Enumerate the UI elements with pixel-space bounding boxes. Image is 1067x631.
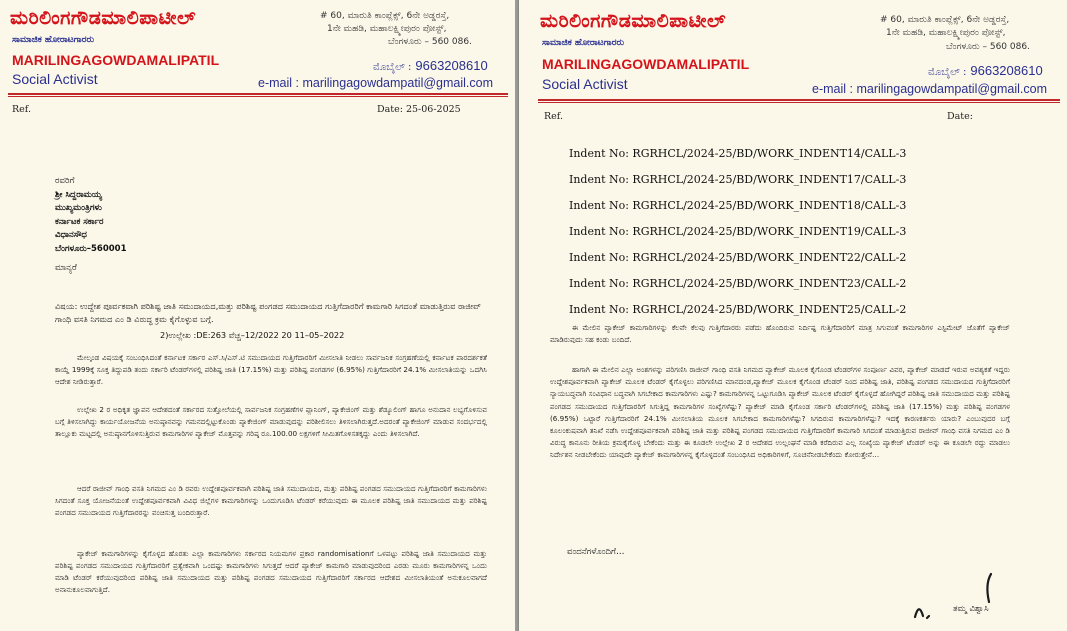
addressee-line: ರವರಿಗೆ xyxy=(55,176,75,186)
addressee-block xyxy=(55,175,126,256)
indent-list xyxy=(569,141,906,323)
body-paragraph: ಹಾಗಾಗಿ ಈ ಮೇಲಿನ ಎಲ್ಲಾ ಅಂಶಗಳನ್ನು ಪರಿಗಣಿಸಿ ರಾಜೀವ್ ಗಾಂಧಿ ವಸತಿ ನಿಗಮದ ಪ್ಯಾಕೇಜ್ ಮೂಲಕ ಕೈಗೊಂಡ ಟೆಂಡರ್‌ಗಳ ಸಂಪೂರ್ಣ ವಿವರ, ಪ್ಯಾಕೇಜ್ ಮಾಡದೆ ಇರುವ ಅವಶ್ಯಕತೆ ಇದ್ದರು ಉದ್ದೇಶಪೂರ್ವಕವಾಗಿ ಪ್ಯಾಕೇಜ್ ಮೂಲಕ ಟೆಂಡರ್ ಕೈಗೊಳ್ಳಲು ಪರಿಗಣಿಸಿದ ಮಾನದಂಡ,ಪ್ಯಾಕೇಜ್ ಮೂಲಕ ಕೈಗೊಂಡ ಟೆಂಡರ್ ನಿಂದ ಪರಿಶಿಷ್ಟ ಜಾತಿ, ಪರಿಶಿಷ್ಟ ಪಂಗಡದ ಸಮುದಾಯದ ಗುತ್ತಿಗೆದಾರರಿಗೆ ನ್ಯಾಯಬದ್ಧವಾಗಿ ಸಂವಿಧಾನ ಬದ್ಧವಾಗಿ ಸಿಗಬೇಕಾದ ಕಾಮಗಾರಿಗಳು ಎಷ್ಟು? ಕಾಮಗಾರಿಗಳನ್ನ ಒಟ್ಟುಗೂಡಿಸಿ ಪ್ಯಾಕೇಜ್ ಮೂಲಕ ಟೆಂಡರ್ ಕೈಗೊಳ್ಳದೆ ಹೋಗಿದ್ದರೆ ಪರಿಶಿಷ್ಟ ಜಾತಿ ಸಮುದಾಯದ ಮತ್ತು ಪರಿಶಿಷ್ಟ ಪಂಗಡದ ಸಮುದಾಯದ ಗುತ್ತಿಗೆದಾರರಿಗೆ ಸಿಗುತ್ತಿದ್ದ ಕಾಮಗಾರಿಗಳ ಸಂಖ್ಯೆಗಳೆಷ್ಟು? ಪ್ಯಾಕೇಜ್ ಮಾಡಿ ಕೈಗೊಂಡ ಸರ್ಕಾರಿ ಟೆಂಡರ್‌ಗಳಲ್ಲಿ ಪರಿಶಿಷ್ಟ ಜಾತಿ (17.15%) ಮತ್ತು ಪರಿಶಿಷ್ಟ ಪಂಗಡಗಳ (6.95%) ಒಟ್ಟಾರೆ ಗುತ್ತಿಗೆದಾರರಿಗೆ 24.1% ಮೀಸಲಾತಿಯ ಮೂಲಕ ಸಿಗಬೇಕಾದ ಕಾಮಗಾರಿಗಳೆಷ್ಟು? ಸಿಗದಿರುವ ಕಾಮಗಾರಿಗಳೆಷ್ಟು? ಇದಕ್ಕೆ ಕಾರಣಕರ್ತರು ಯಾರು? ಎಂಬುವುದರ ಬಗ್ಗೆ ಕೂಲಂಕುಷವಾಗಿ ತನಿಖೆ ನಡೆಸಿ ಉದ್ದೇಶಪೂರ್ವಕವಾಗಿ ಪರಿಶಿಷ್ಟ ಜಾತಿ ಮತ್ತು ಪರಿಶಿಷ್ಟ ಪಂಗಡದ ಸಮುದಾಯದ ಗುತ್ತಿಗೆದಾರರಿಗೆ ಕಾಮಗಾರಿ ಸಿಗದಂತೆ ಮಾಡುತ್ತಿರುವ ರಾಜೀವ್ ಗಾಂಧಿ ವಸತಿ ನಿಗಮದ ಎಂ ಡಿ ವಿರುದ್ಧ ಕಾನೂನು ರೀತಿಯ ಕ್ರಮಕೈಗೊಳ್ಳ ಬೇಕೆಂದು ಮತ್ತು ಈ ಕೂಡಲೇ ಉಲ್ಲೇಖ 2 ರ ಆದೇಶದ ಉಲ್ಲಂಘನೆ ಮಾಡಿ ಕರೆದಿರುವ ಎಲ್ಲ ಸಂಖ್ಯೆಯ ಪ್ಯಾಕೇಜ್ ಟೆಂಡರ್ ಅನ್ನು ಈ ಕೂಡಲೇ ರದ್ದು ಮಾಡಲು ನಿರ್ದೇಶನ ನೀಡಬೇಕೆಂದು ಯಾವುದೇ ಪ್ಯಾಕೇಜ್ ಕಾಮಗಾರಿಗಳನ್ನ ಕೈಗೊಳ್ಳದಂತೆ ಸಂಬಂಧಿಸಿದ ಅಧಿಕಾರಿಗಳಿಗೆ, ಸೂಚನೆನೀಡಬೇಕೆಂದು ಕೋರುತ್ತೇನೆ… xyxy=(550,365,1010,460)
closing-line: ವಂದನೆಗಳೊಂದಿಗೆ… xyxy=(567,547,625,557)
letterhead-mobile xyxy=(928,63,1043,78)
yours-faithfully: ತಮ್ಮ ವಿಶ್ವಾಸಿ xyxy=(953,604,989,614)
letterhead-address-line3: ಬೆಂಗಳೂರು – 560 086. xyxy=(388,37,472,47)
addressee-line: ಮುಖ್ಯಮಂತ್ರಿಗಳು xyxy=(55,203,102,213)
letterhead-name-english: MARILINGAGOWDAMALIPATIL xyxy=(542,56,750,72)
salutation: ಮಾನ್ಯರೆ xyxy=(55,263,77,273)
letterhead-address-line3: ಬೆಂಗಳೂರು – 560 086. xyxy=(946,42,1030,52)
indent-item: Indent No: RGRHCL/2024-25/BD/WORK_INDENT22/CALL-2 xyxy=(569,251,907,264)
letterhead-role: Social Activist xyxy=(542,76,628,92)
reference-line: 2)ಉಲ್ಲೇಖ :DE:263 ವೆಚ್ಚ–12/2022 20 11–05–2022 xyxy=(160,330,345,340)
indent-item: Indent No: RGRHCL/2024-25/BD/WORK_INDENT19/CALL-3 xyxy=(569,225,907,238)
date-label: Date: 25-06-2025 xyxy=(377,104,461,115)
ref-label: Ref. xyxy=(12,104,31,115)
addressee-line: ಕರ್ನಾಟಕ ಸರ್ಕಾರ xyxy=(55,216,104,227)
letterhead-name-kannada: ಮರಿಲಿಂಗಗೌಡಮಾಲಿಪಾಟೀಲ್ xyxy=(540,10,726,32)
letterhead-role: Social Activist xyxy=(12,71,98,87)
letterhead-name-kannada: ಮರಿಲಿಂಗಗೌಡಮಾಲಿಪಾಟೀಲ್ xyxy=(10,7,196,29)
letterhead-rule xyxy=(8,93,508,95)
mobile-number: 9663208610 xyxy=(415,58,488,73)
letterhead-address-line1: # 60, ಮಾರುತಿ ಕಾಂಪ್ಲೆಕ್ಸ್, 6ನೇ ಅಡ್ಡರಸ್ತೆ, xyxy=(320,11,450,21)
subject-line: ವಿಷಯ: ಉದ್ದೇಶ ಪೂರ್ವಕವಾಗಿ ಪರಿಶಿಷ್ಟ ಜಾತಿ ಸಮುದಾಯದ,ಮತ್ತು ಪರಿಶಿಷ್ಟ ಪಂಗಡದ ಸಮುದಾಯದ ಗುತ್ತಿಗೆದಾರರಿಗೆ ಕಾಮಗಾರಿ ಸಿಗದಂತೆ ಮಾಡುತ್ತಿರುವ ರಾಜೀವ್ ಗಾಂಧಿ ವಸತಿ ನಿಗಮದ ಎಂ ಡಿ ವಿರುದ್ಧ ಕ್ರಮ ಕೈಗೊಳ್ಳುವ ಬಗ್ಗೆ. xyxy=(55,301,482,324)
letterhead-rule-thin xyxy=(538,102,1060,103)
indent-item: Indent No: RGRHCL/2024-25/BD/WORK_INDENT23/CALL-2 xyxy=(569,277,907,290)
signature-mark xyxy=(905,572,1005,627)
mobile-number: 9663208610 xyxy=(970,63,1043,78)
letterhead-mobile xyxy=(373,58,488,73)
date-label: Date: xyxy=(947,111,973,122)
mobile-label: ಮೊಬೈಲ್ : xyxy=(928,67,967,78)
indent-item: Indent No: RGRHCL/2024-25/BD/WORK_INDENT25/CALL-2 xyxy=(569,303,907,316)
indent-item: Indent No: RGRHCL/2024-25/BD/WORK_INDENT18/CALL-3 xyxy=(569,199,907,212)
letterhead-email: e-mail : marilingagowdampatil@gmail.com xyxy=(258,76,493,90)
letterhead-name-english: MARILINGAGOWDAMALIPATIL xyxy=(12,52,220,68)
letterhead-rule xyxy=(538,99,1060,101)
body-paragraph: ಉಲ್ಲೇಖ 2 ರ ಅಧಿಕೃತ ಜ್ಞಾಪನ ಆದೇಶದಂತೆ ಸರ್ಕಾರದ ಸುತ್ತೋಲೆಯಲ್ಲಿ ಸಾರ್ವಜನಿಕ ಸಂಗ್ರಹಣೆಗಳ ಪ್ಲಾನಿಂಗ್, ಪ್ಯಾಕೇಜಿಂಗ್ ಮತ್ತು ಶೆಡ್ಯೂಲಿಂಗ್ ಹಾಗೂ ಅನುದಾನ ಲಭ್ಯಗೊಳಿಸುವ ಬಗ್ಗೆ ತಿಳಿಸಲಾಗಿದ್ದು ಕಾರ್ಯಯೋಜನೆಯ ಅನುಷ್ಠಾನವನ್ನು ಗಮನದಲ್ಲಿಟ್ಟುಕೊಂಡು ಪ್ಯಾಕೇಜಿಂಗ್ ಮಾಡುವುದನ್ನು ಪರಿಶೀಲಿಸಲು ತಿಳಿಸಲಾಗಿರುತ್ತದೆ.ಅದರಂತೆ ಪ್ಯಾಕೇಜಿಂಗ್ ಮಾಡುವ ಸಂದರ್ಭದಲ್ಲಿ ತಾಲ್ಲೂಕು ಮಟ್ಟದಲ್ಲಿ ಅನುಷ್ಠಾನಗೊಳಿಸುತ್ತಿರುವ ಕಾಮಗಾರಿಗಳ ಪ್ಯಾಕೇಜ್ ಮೊತ್ತವನ್ನು ಗರಿಷ್ಠ ರೂ.100.00 ಲಕ್ಷಗಳಿಗೆ ಸೀಮಿತಗೊಳಿಸತಕ್ಕದ್ದು ಎಂದು ತಿಳಿಸಲಾಗಿದೆ. xyxy=(55,405,487,438)
letterhead-email: e-mail : marilingagowdampatil@gmail.com xyxy=(812,82,1047,96)
letterhead-address-line2: 1ನೇ ಮಹಡಿ, ಮಹಾಲಕ್ಷ್ಮೀಪುರಂ ಪೋಸ್ಟ್, xyxy=(327,24,447,34)
body-paragraph: ಈ ಮೇಲಿನ ಪ್ಯಾಕೇಜ್ ಕಾಮಗಾರಿಗಳನ್ನು ಕೆಲವೇ ಕೆಲವು ಗುತ್ತಿಗೆದಾರರು ಪಡೆದು ಹೊಂದಿರುವ ನಿರ್ದಿಷ್ಟ ಗುತ್ತಿಗೆದಾರರಿಗೆ ಮಾತ್ರ ಸಿಗುವಂತೆ ಕಾಮಗಾರಿಗಳ ಎಸ್ಟಿಮೇಟ್ ಜೊತೆಗೆ ಪ್ಯಾಕೇಜ್ ಮಾಡಿರುವುದು ಸಹ ಕಂಡು ಬಂದಿದೆ. xyxy=(550,323,1010,345)
letterhead-tagline: ಸಾಮಾಜಿಕ ಹೋರಾಟಗಾರರು xyxy=(12,35,95,45)
ref-label: Ref. xyxy=(544,111,563,122)
letterhead-rule-thin xyxy=(8,96,508,97)
addressee-line: ಶ್ರೀ ಸಿದ್ದರಾಮಯ್ಯ xyxy=(55,189,103,200)
indent-item: Indent No: RGRHCL/2024-25/BD/WORK_INDENT17/CALL-3 xyxy=(569,173,907,186)
letterhead-address-line1: # 60, ಮಾರುತಿ ಕಾಂಪ್ಲೆಕ್ಸ್, 6ನೇ ಅಡ್ಡರಸ್ತೆ, xyxy=(880,15,1010,25)
body-paragraph: ಆದರೆ ರಾಜೀವ್ ಗಾಂಧಿ ವಸತಿ ನಿಗಮದ ಎಂ ಡಿ ರವರು ಉದ್ದೇಶಪೂರ್ವಕವಾಗಿ ಪರಿಶಿಷ್ಟ ಜಾತಿ ಸಮುದಾಯದ, ಮತ್ತು ಪರಿಶಿಷ್ಟ ಪಂಗಡದ ಸಮುದಾಯದ ಗುತ್ತಿಗೆದಾರರಿಗೆ ಕಾಮಗಾರಿಗಳು ಸಿಗದಂತೆ ಸೂಕ್ತ ಯೋಜನೆಯಂತೆ ಉದ್ದೇಶಪೂರ್ವಕವಾಗಿ ವಿವಿಧ ಜಿಲ್ಲೆಗಳ ಕಾಮಗಾರಿಗಳನ್ನು ಒಂದುಗೂಡಿಸಿ ಟೆಂಡರ್ ಕರೆಯುವುದು ಈ ಮೂಲಕ ಪರಿಶಿಷ್ಟ ಜಾತಿ ಸಮುದಾಯದ ಮತ್ತು ಪರಿಶಿಷ್ಟ ಪಂಗಡದ ಸಮುದಾಯದ ಗುತ್ತಿಗೆದಾರರನ್ನು ವಂಚಿಸುತ್ತ ಬಂದಿರುತ್ತಾರೆ. xyxy=(55,484,487,517)
body-paragraph: ಮೇಲ್ಕಂಡ ವಿಷಯಕ್ಕೆ ಸಂಬಂಧಿಸಿದಂತೆ ಕರ್ನಾಟಕ ಸರ್ಕಾರ ಎಸ್.ಸಿ/ಎಸ್.ಟಿ ಸಮುದಾಯದ ಗುತ್ತಿಗೆದಾರರಿಗೆ ಮೀಸಲಾತಿ ನೀಡಲು ಸಾರ್ವಜನಿಕ ಸಂಗ್ರಹಣೆಯಲ್ಲಿ ಕರ್ನಾಟಕ ಪಾರದರ್ಶಕತೆ ಕಾಯ್ದೆ 1999ಕ್ಕೆ ಸೂಕ್ತ ತಿದ್ದುಪಡಿ ತಂದು ಸರ್ಕಾರಿ ಟೆಂಡರ್‌ಗಳಲ್ಲಿ ಪರಿಶಿಷ್ಟ ಜಾತಿ (17.15%) ಮತ್ತು ಪರಿಶಿಷ್ಟ ಪಂಗಡಗಳ (6.95%) ಗುತ್ತಿಗೆದಾರರಿಗೆ 24.1% ಮೀಸಲಾತಿಯನ್ನು ಒದಗಿಸಿ ಆದೇಶ ನೀಡಿರುತ್ತಾರೆ. xyxy=(55,353,487,386)
addressee-line: ಬೆಂಗಳೂರು–560001 xyxy=(55,243,127,254)
body-paragraph: ಪ್ಯಾಕೇಜ್ ಕಾಮಗಾರಿಗಳನ್ನು ಕೈಗೊಳ್ಳದ ಹೊರತು ಎಲ್ಲಾ ಕಾಮಗಾರಿಗಳು ಸರ್ಕಾರದ ನಿಯಮಗಳ ಪ್ರಕಾರ randomisationಗೆ ಒಳಪಟ್ಟು ಪರಿಶಿಷ್ಟ ಜಾತಿ ಸಮುದಾಯದ ಮತ್ತು ಪರಿಶಿಷ್ಟ ಪಂಗಡದ ಸಮುದಾಯದ ಗುತ್ತಿಗೆದಾರರಿಗೆ ಪ್ರತ್ಯೇಕವಾಗಿ ಒಂದಷ್ಟು ಕಾಮಗಾರಿಗಳು ಸಿಗುತ್ತದೆ ಆದರೆ ಪ್ಯಾಕೇಜ್ ಕಾಮಗಾರಿ ಮಾಡುವುದರಿಂದ ಎರಡು ಮೂರು ಕಾಮಗಾರಿಗಳನ್ನ ಒಂದು ಮಾಡಿ ಟೆಂಡರ್ ಕರೆಯುವುದರಿಂದ ಪರಿಶಿಷ್ಟ ಜಾತಿ ಸಮುದಾಯದ ಮತ್ತು ಪರಿಶಿಷ್ಟ ಪಂಗಡದ ಸಮುದಾಯದ ಗುತ್ತಿಗೆದಾರರಿಗೆ ಸರ್ಕಾರದ ಆದೇಶದ ಮೀಸಲಾತಿಯಂತೆ ಅನುಕೂಲವಾಗದೆ ಅನಾನುಕೂಲವಾಗುತ್ತಿದೆ. xyxy=(55,549,487,594)
mobile-label: ಮೊಬೈಲ್ : xyxy=(373,62,412,73)
letterhead-address-line2: 1ನೇ ಮಹಡಿ, ಮಹಾಲಕ್ಷ್ಮೀಪುರಂ ಪೋಸ್ಟ್, xyxy=(886,28,1006,38)
letterhead-tagline: ಸಾಮಾಜಿಕ ಹೋರಾಟಗಾರರು xyxy=(542,38,625,48)
addressee-line: ವಿಧಾನಸೌಧ xyxy=(55,230,87,240)
indent-item: Indent No: RGRHCL/2024-25/BD/WORK_INDENT14/CALL-3 xyxy=(569,147,907,160)
